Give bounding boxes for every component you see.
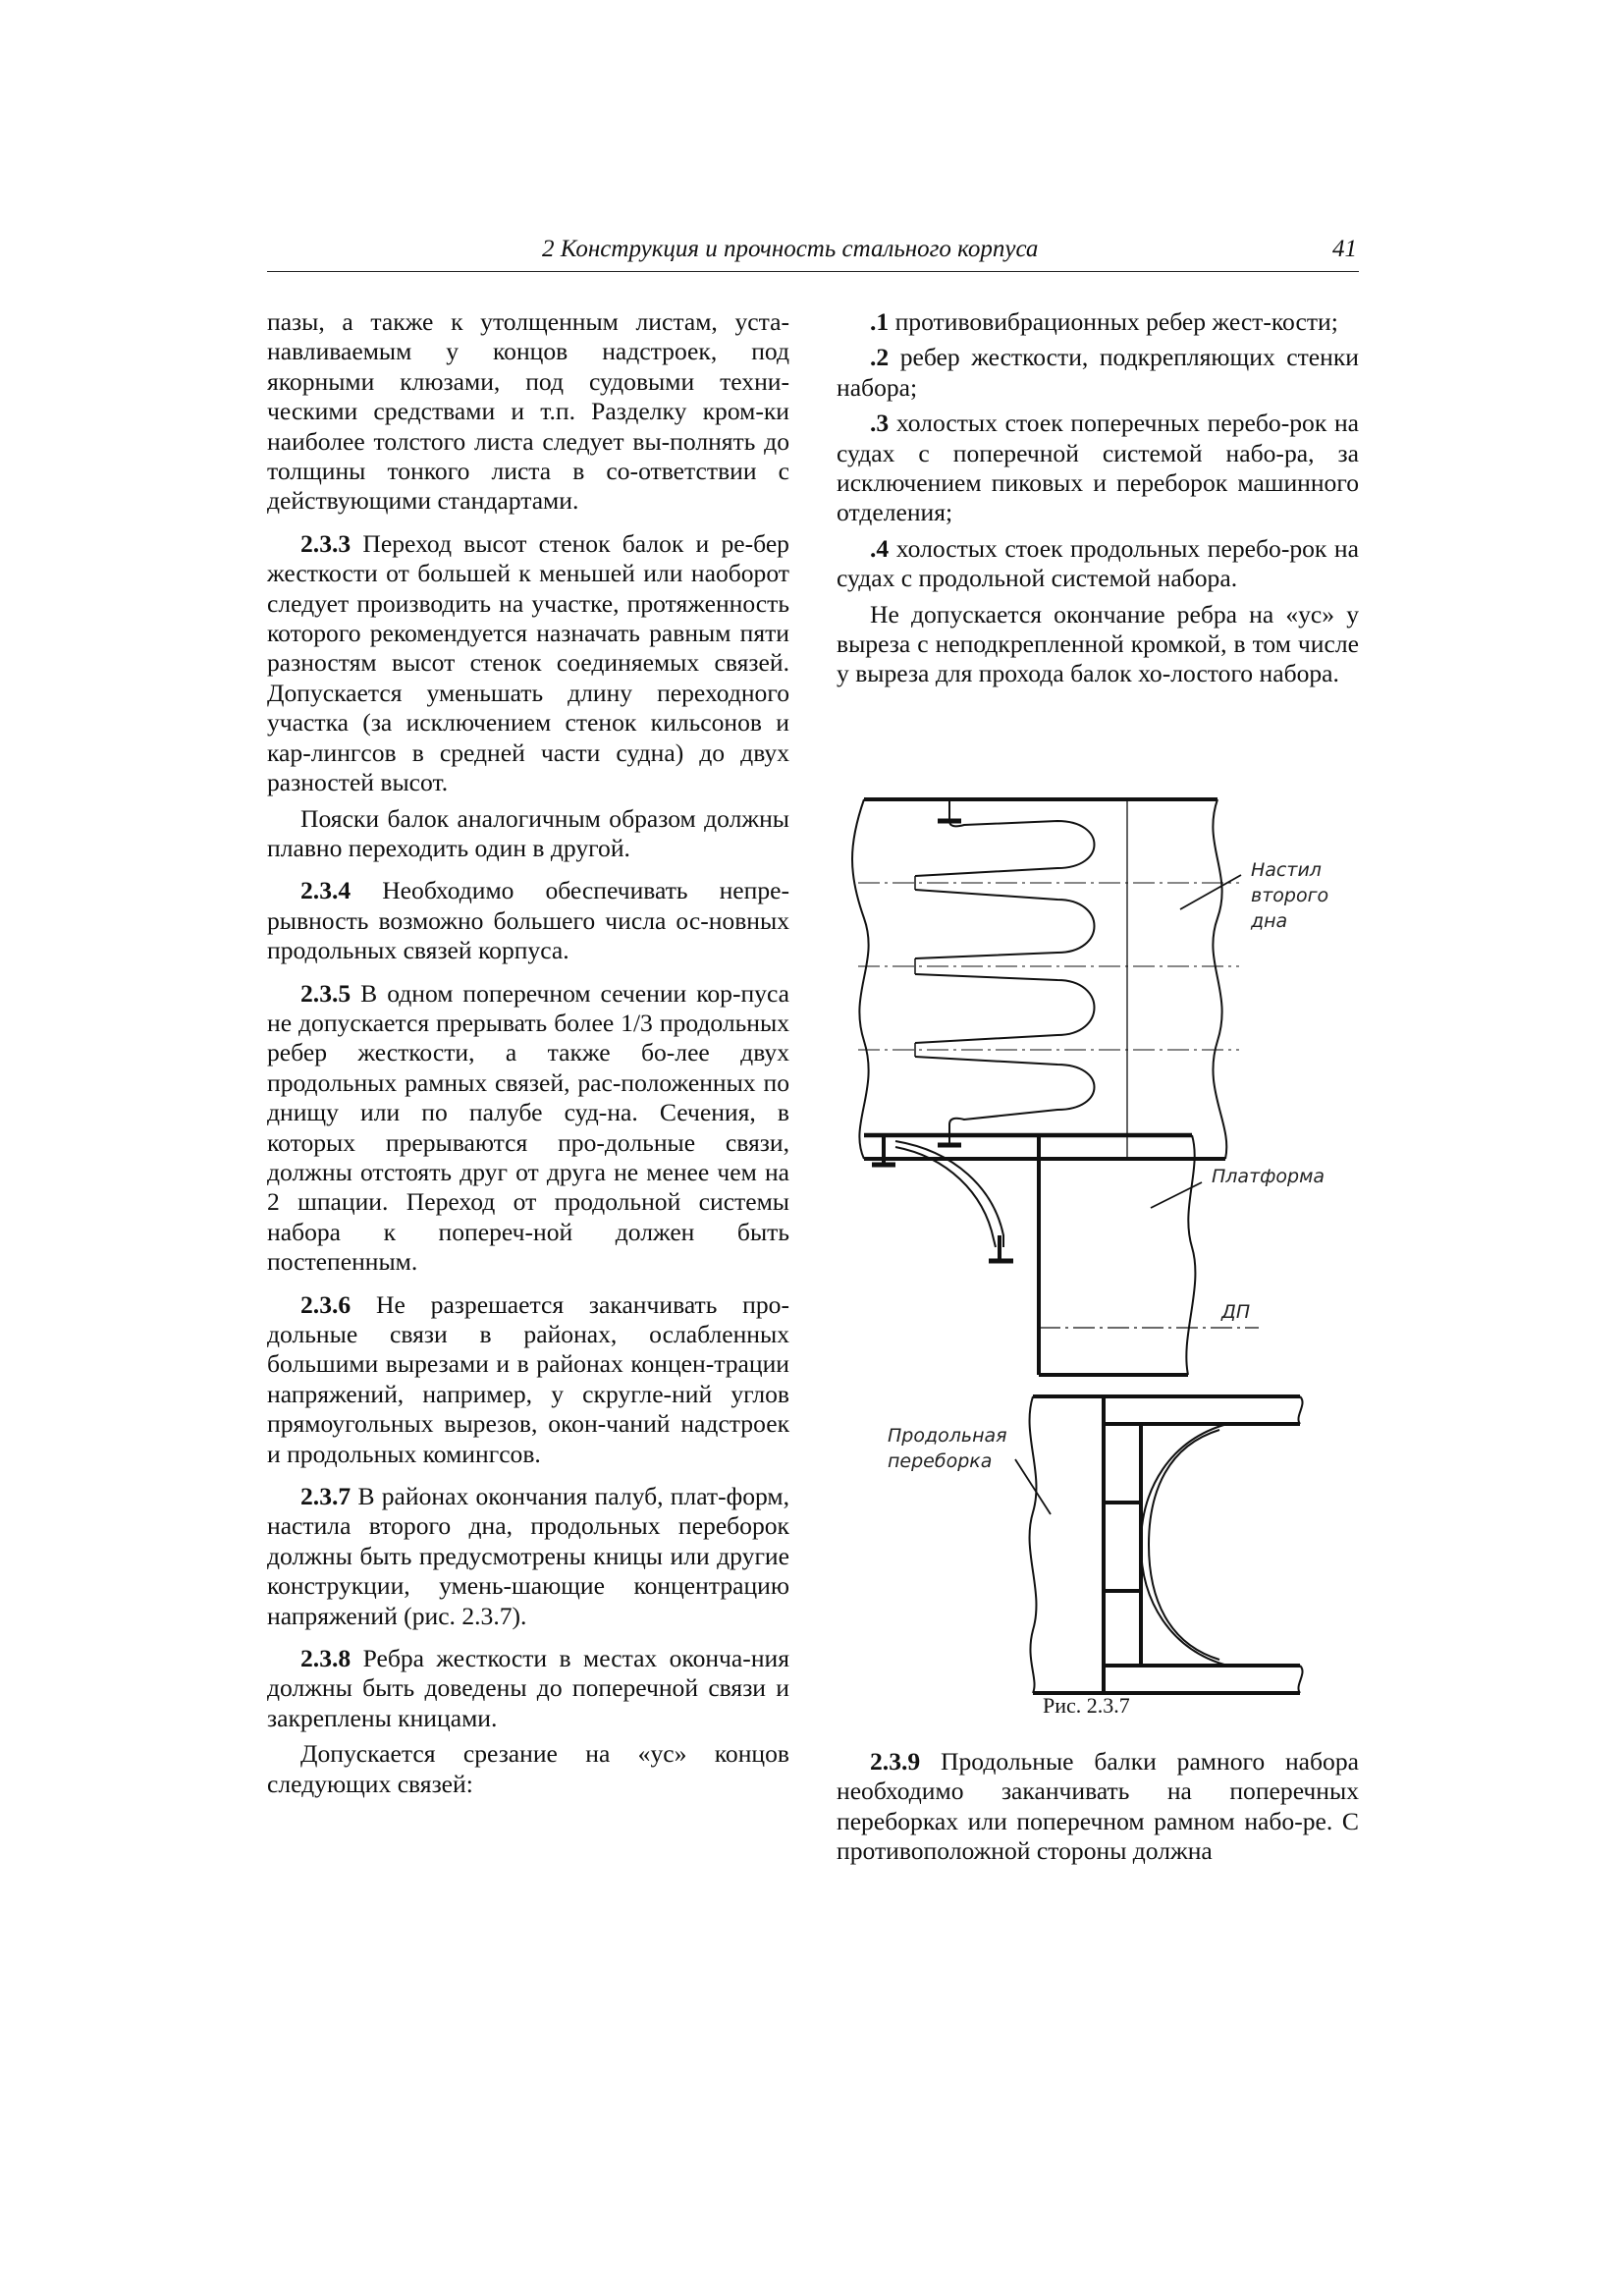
knee-4 [915,1057,1095,1145]
label-nastil-1: Настил [1251,859,1322,881]
section-2-3-9-wrap [837,1747,1359,1867]
knee-1 [915,799,1095,876]
section-number: 2.3.3 [300,528,352,558]
section-text: Не разрешается заканчивать про-дольные связи в районах, ослабленных большими вырезами и в районах концен-трации напряжений, например, у скругле-ний углов прямоугольных вырезов, окон-чаний надстроек и продольных комингсов. [267,1289,789,1468]
diagram-second-bottom [852,799,1241,1159]
leader-platform [1151,1182,1202,1208]
label-dp: ДП [1221,1301,1251,1323]
label-nastil-2: второго [1251,885,1329,906]
label-bulkhead-1: Продольная [888,1425,1007,1447]
section-text: Переход высот стенок балок и ре-бер жесткости от большей к меньшей или наоборот следует производить на участке, протяженность которого рекомендуется назначать равным пяти разностям высот стенок соединяемых связей. Допускается уменьшать длину переходного участка (за исключением стенок кильсонов и кар-лингсов в средней части судна) до двух разностей высот. [267,528,789,797]
label-bulkhead-2: переборка [888,1450,993,1472]
platform-diagram [864,1135,1259,1375]
header-title: 2 Конструкция и прочность стального корпуса [542,236,1039,262]
section-text: В районах окончания палуб, плат-форм, настила второго дна, продольных переборок должны быть предусмотрены кницы или другие конструкции, умень-шающие концентрацию напряжений (рис. 2.3.7). [267,1482,789,1630]
section-text: Ребра жесткости в местах оконча-ния должны быть доведены до поперечной связи и закреплены кницами. [267,1644,789,1732]
item-number: .4 [870,533,890,563]
item-number: .2 [870,343,890,372]
section-2-3-8 [267,1644,789,1733]
bracket-inner [895,1147,996,1247]
knee-3 [915,974,1095,1043]
section-text: Продольные балки рамного набора необходимо заканчивать на поперечных переборках или поперечном рамном набо-ре. С противоположной стороны должна [837,1747,1359,1866]
section-number: 2.3.4 [300,876,352,905]
paragraph-allowed: Допускается срезание на «ус» концов следующих связей: [267,1739,789,1798]
item-number: .3 [870,409,890,438]
item-text: холостых стоек продольных перебо-рок на судах с продольной системой набора. [837,533,1359,593]
section-2-3-6 [267,1290,789,1469]
section-text: Необходимо обеспечивать непре-рывность возможно большего числа ос-новных продольных связей корпуса. [267,876,789,965]
figure-caption: Рис. 2.3.7 [1043,1693,1130,1718]
item-text: противовибрационных ребер жест-кости; [894,307,1338,336]
break-line-left [852,799,869,1159]
label-nastil-3: дна [1251,910,1288,932]
knee-2 [915,890,1095,958]
break-line-right [1213,799,1226,1159]
page-number: 41 [1332,236,1357,262]
paragraph-belts: Пояски балок аналогичным образом должны плавно переходить один в другой. [267,803,789,862]
list-item-2 [837,343,1359,403]
section-number: 2.3.7 [300,1482,352,1511]
item-text: ребер жесткости, подкрепляющих стенки набора; [837,343,1359,402]
paragraph-continuation: пазы, а также к утолщенным листам, уста-навливаемым у концов надстроек, под якорными клюзами, под судовыми техни-ческими средствами и т.п. Разделку кром-ки наиболее толстого листа следует вы-полнять до толщины тонкого листа в со-ответствии с действующими стандартами. [267,307,789,516]
label-platform: Платформа [1212,1166,1325,1187]
leader-bulkhead [1015,1459,1051,1514]
section-number: 2.3.6 [300,1289,352,1319]
bracket-arc-inner [1149,1430,1219,1660]
section-2-3-4 [267,876,789,965]
section-text: В одном поперечном сечении кор-пуса не допускается прерывать более 1/3 продольных ребер жесткости, а также бо-лее двух продольных рамных связей, рас-положенных по днищу или по палубе суд-на. Сечения, в которых прерываются про-дольные связи, должны отстоять друг от друга не менее чем на 2 шпации. Переход от продольной системы набора к попереч-ной должен быть постепенным. [267,978,789,1277]
leader-nastil [1180,875,1241,909]
section-2-3-9 [837,1747,1359,1867]
list-item-4 [837,534,1359,594]
bracket-arc-outer [1141,1424,1227,1666]
break-line-bulkhead [1030,1396,1037,1693]
figure-2-3-7 [837,786,1367,1728]
running-header [267,236,1359,272]
item-number: .1 [870,307,890,336]
item-text: холостых стоек поперечных перебо-рок на судах с поперечной системой набо-ра, за исключением пиковых и переборок машинного отделения; [837,409,1360,527]
section-number: 2.3.5 [300,978,352,1008]
paragraph-not-allowed: Не допускается окончание ребра на «ус» у выреза с неподкрепленной кромкой, в том числе у выреза для прохода балок хо-лостого набора. [837,599,1359,688]
section-number: 2.3.9 [870,1747,921,1776]
section-number: 2.3.8 [300,1644,352,1673]
diagram-longitudinal-bulkhead [1015,1396,1303,1693]
section-2-3-3 [267,529,789,798]
figure-drawing [837,786,1367,1728]
section-2-3-5 [267,979,789,1278]
list-item-3 [837,409,1359,528]
section-2-3-7 [267,1482,789,1631]
list-item-1 [837,307,1359,337]
left-column [267,307,789,1799]
break-line-platform [1186,1135,1195,1375]
